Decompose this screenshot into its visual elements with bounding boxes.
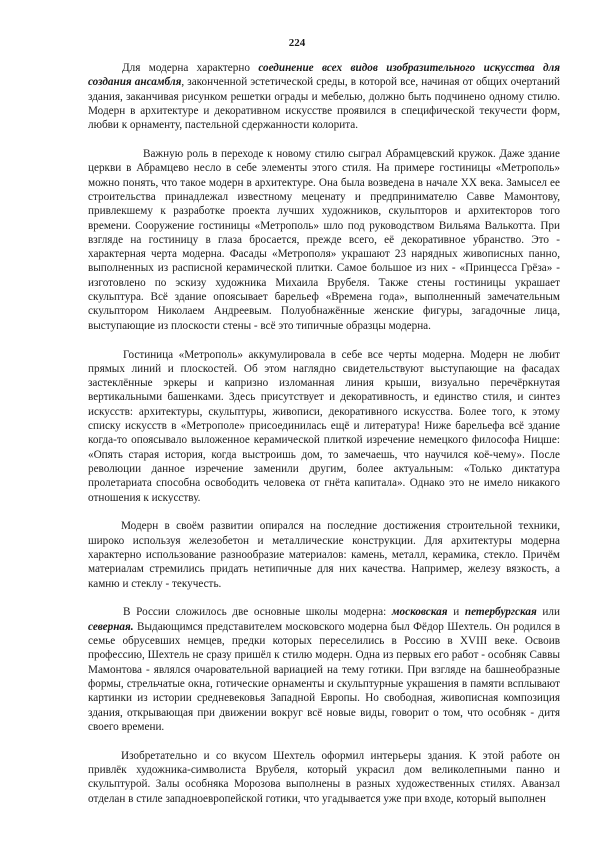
paragraph (88, 147, 560, 333)
emphasized-text: московская (391, 606, 448, 619)
paragraph (88, 348, 560, 505)
page-number: 224 (288, 37, 306, 49)
paragraph (88, 519, 560, 590)
text-run: Для модерна характерно (122, 62, 259, 74)
text-run: Важную роль в переходе к новому стилю сыграл Абрамцевский кружок. Даже здание церкви в Абрамцево несло в себе элементы этого стиля. На примере гостиницы «Метрополь» можно понять, что такое модерн в архитектуре. Она была возведена в начале XX века. Замысел ее строительства принадлежал известному меценату и предпринимателю Савве Мамонтову, привлекшему к разработке проекта лучших художников, скульпторов и архитекторов того времени. Сооружение гостиницы «Метрополь» шло под руководством Вильяма Валькотта. При взгляде на гостиницу в глаза бросается, прежде всего, её декоративное убранство. Это - характерная черта модерна. Фасады «Метрополя» украшают 23 нарядных живописных панно, выполненных из расписной керамической плитки. Самое большое из них - «Принцесса Грёза» - изготовлено по эскизу художника Михаила Врубеля. Также стены гостиницы украшает скульптура. Всё здание опоясывает барельеф «Времена года», выполненный замечательным скульптором Николаем Андреевым. Полуобнажённые женские фигуры, загадочные лица, выступающие из плоскости стены - всё это типичные образцы модерна. (88, 148, 560, 332)
text-run: Модерн в своём развитии опирался на последние достижения строительной техники, широко используя железобетон и металлические конструкции. Для архитектуры модерна характерно использование разнообразие материалов: камень, металл, керамика, стекло. Причём материалам стремились придать нетипичные для них качества. Например, железу вязкость, а камню и стеклу - текучесть. (88, 520, 560, 590)
body-text (88, 61, 560, 806)
text-run: и (447, 606, 465, 619)
text-run: , законченной эстетической среды, в которой все, начиная от общих очертаний здания, заканчивая рисунком решетки ограды и мебелью, должно быть подчинено одному стилю. Модерн в архитектуре и декоративном искусстве проявился в специфической текучести форм, любви к орнаменту, пастельной сдержанности колорита. (88, 76, 560, 132)
emphasized-text: петербургская (464, 606, 537, 619)
emphasized-text: соединение всех видов изобразительного искусства для создания ансамбля (88, 62, 560, 89)
text-run: Гостиница «Метрополь» аккумулировала в себе все черты модерна. Модерн не любит прямых линий и плоскостей. Об этом наглядно свидетельствуют выступающие на фасадах застеклённые эркеры и капризно изломанная линия крыши, визуально перечёркнутая вертикальными башенками. Здесь присутствует и декоративность, и единство стиля, и синтез искусств: архитектуры, скульптуры, живописи, декоративного искусства. Более того, к этому списку искусств в «Метрополе» присоединилась ещё и литература! Ниже барельефа всё здание когда-то опоясывало выложенное керамической плиткой изречение немецкого философа Ницше: «Опять старая история, когда выстроишь дом, то замечаешь, что научился коё-чему». После революции данное изречение заменили другим, более актуальным: «Только диктатура пролетариата способна освободить человека от гнёта капитала». Однако это не имело никакого отношения к искусству. (88, 348, 560, 504)
text-run: В России сложилось две основные школы модерна: (123, 606, 392, 619)
text-run: Выдающимся представителем московского модерна был Фёдор Шехтель. Он родился в семье обрусевших немцев, предки которых переселились в Россию в XVIII веке. Освоив профессию, Шехтель не сразу пришёл к стилю модерн. Одна из первых его работ - особняк Саввы Мамонтова - являлся очаровательной вариацией на тему готики. При взгляде на башнеобразные формы, стрельчатые окна, готические орнаменты и скульптурные украшения в памяти всплывают картинки из истории средневековья Западной Европы. Но свободная, живописная композиция здания, открывающая при движении вокруг всё новые виды, говорит о том, что особняк - дитя своего времени. (88, 620, 560, 733)
paragraph (88, 605, 560, 734)
paragraph (88, 61, 560, 132)
emphasized-text: северная. (88, 620, 134, 633)
text-run: Изобретательно и со вкусом Шехтель оформил интерьеры здания. К этой работе он привлёк художника-символиста Врубеля, который украсил дом великолепными панно и скульптурой. Залы особняка Морозова выполнены в разных художественных стилях. Аванзал отделан в стиле западноевропейской готики, что угадывается уже при входе, который выполнен (88, 749, 560, 805)
paragraph (88, 749, 560, 806)
text-run: или (536, 606, 560, 619)
